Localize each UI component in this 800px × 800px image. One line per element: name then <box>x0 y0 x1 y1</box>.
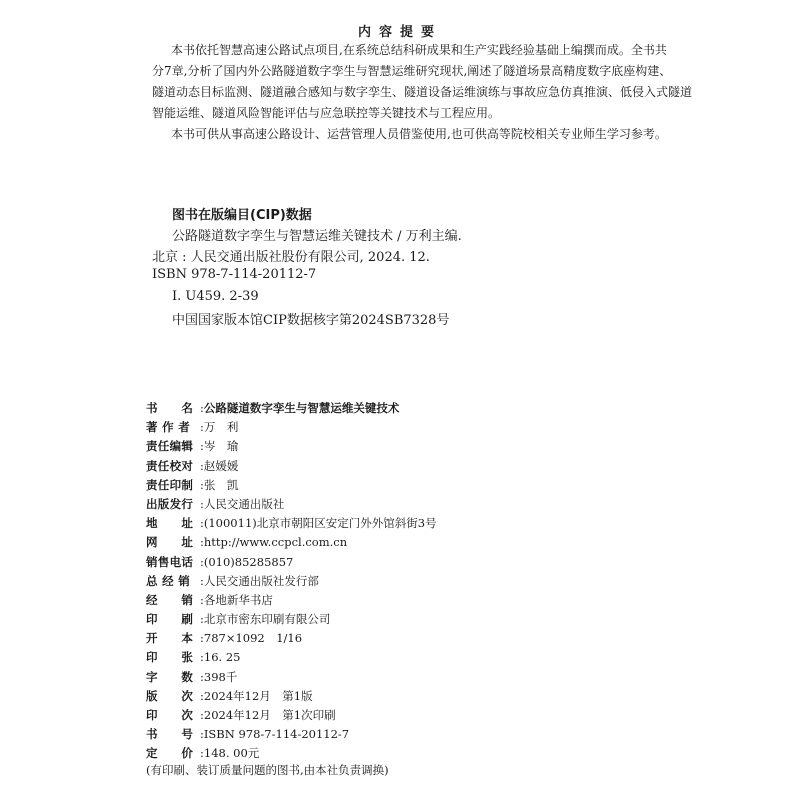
colophon-label: 字 数 <box>146 669 194 684</box>
colophon-colon: : <box>200 727 204 742</box>
colophon-value: (010)85285857 <box>203 554 294 569</box>
colophon-row <box>146 591 437 610</box>
summary-line: 分7章,分析了国内外公路隧道数字孪生与智慧运维研究现状,阐述了隧道场景高精度数字底座构建、 <box>152 64 672 78</box>
cip-line: 北京 : 人民交通出版社股份有限公司, 2024. 12. <box>152 250 430 265</box>
colophon-row <box>146 495 437 514</box>
colophon-row <box>146 533 437 552</box>
colophon-row <box>146 706 437 725</box>
colophon-row <box>146 514 437 533</box>
colophon-label: 著 作 者 <box>146 420 191 435</box>
colophon-value: 北京市密东印刷有限公司 <box>203 612 331 627</box>
colophon <box>146 399 437 764</box>
colophon-row <box>146 744 437 763</box>
colophon-row <box>146 457 437 476</box>
colophon-value: http://www.ccpcl.com.cn <box>203 535 348 550</box>
cip-title: 图书在版编目(CIP)数据 <box>172 208 312 223</box>
colophon-value: ISBN 978-7-114-20112-7 <box>203 727 350 742</box>
colophon-value: 2024年12月 第1次印刷 <box>203 708 336 722</box>
colophon-value: 万 利 <box>203 420 239 435</box>
colophon-colon: : <box>200 535 204 550</box>
colophon-label: 总 经 销 <box>146 573 191 588</box>
colophon-colon: : <box>200 688 204 703</box>
colophon-value: 人民交通出版社发行部 <box>203 573 319 588</box>
colophon-colon: : <box>200 516 204 531</box>
colophon-colon: : <box>200 420 204 435</box>
colophon-value: 人民交通出版社 <box>203 496 285 511</box>
colophon-colon: : <box>200 708 204 722</box>
colophon-label: 书 号 <box>146 727 194 742</box>
colophon-value: 张 凯 <box>203 477 239 492</box>
colophon-colon: : <box>200 612 204 627</box>
colophon-colon: : <box>200 746 204 761</box>
summary-line: 本书依托智慧高速公路试点项目,在系统总结科研成果和生产实践经验基础上编撰而成。全书共 <box>171 43 667 57</box>
colophon-value: 16. 25 <box>203 650 241 665</box>
colophon-row <box>146 572 437 591</box>
cip-line: Ⅰ. U459. 2-39 <box>172 289 259 304</box>
colophon-label: 责任印制 <box>146 477 194 492</box>
colophon-label: 经 销 <box>146 592 194 607</box>
colophon-colon: : <box>200 650 204 665</box>
colophon-value: 岑 瑜 <box>203 439 239 454</box>
colophon-row <box>146 399 437 418</box>
colophon-colon: : <box>200 477 204 492</box>
summary-line: 隧道动态目标监测、隧道融合感知与数字孪生、隧道设备运维演练与事故应急仿真推演、低侵入式隧道 <box>152 85 693 99</box>
colophon-label: 责任编辑 <box>146 439 194 454</box>
colophon-colon: : <box>200 592 204 607</box>
cip-line: 公路隧道数字孪生与智慧运维关键技术 / 万利主编. <box>172 229 462 244</box>
cip-line: 中国国家版本馆CIP数据核字第2024SB7328号 <box>172 313 450 328</box>
colophon-label: 印 张 <box>146 650 194 665</box>
colophon-label: 出版发行 <box>146 496 194 511</box>
colophon-label: 责任校对 <box>146 458 194 473</box>
colophon-value: 各地新华书店 <box>203 592 273 607</box>
summary-title: 内容提要 <box>357 25 442 40</box>
colophon-row <box>146 610 437 629</box>
colophon-colon: : <box>200 669 204 684</box>
colophon-colon: : <box>200 401 204 415</box>
colophon-label: 书 名 <box>146 401 194 415</box>
colophon-row <box>146 725 437 744</box>
summary-line: 智能运维、隧道风险智能评估与应急联控等关键技术与工程应用。 <box>152 106 501 120</box>
colophon-row <box>146 648 437 667</box>
colophon-value: 公路隧道数字孪生与智慧运维关键技术 <box>203 401 400 415</box>
colophon-colon: : <box>200 573 204 588</box>
colophon-row <box>146 687 437 706</box>
colophon-value: 赵媛媛 <box>203 458 239 473</box>
colophon-value: 787×1092 1/16 <box>203 631 303 646</box>
colophon-row <box>146 418 437 437</box>
summary-line: 本书可供从事高速公路设计、运营管理人员借鉴使用,也可供高等院校相关专业师生学习参考。 <box>171 127 667 141</box>
cip-line: ISBN 978-7-114-20112-7 <box>152 267 317 282</box>
colophon-label: 印 次 <box>146 708 194 722</box>
colophon-label: 定 价 <box>146 746 194 761</box>
colophon-row <box>146 629 437 648</box>
colophon-row <box>146 476 437 495</box>
colophon-label: 开 本 <box>146 631 194 646</box>
quality-note: (有印刷、装订质量问题的图书,由本社负责调换) <box>146 763 389 777</box>
colophon-value: 398千 <box>203 669 238 684</box>
colophon-label: 网 址 <box>146 535 194 550</box>
colophon-value: 148. 00元 <box>203 746 260 761</box>
colophon-label: 销售电话 <box>146 554 194 569</box>
colophon-colon: : <box>200 554 204 569</box>
colophon-label: 地 址 <box>146 516 194 531</box>
colophon-colon: : <box>200 458 204 473</box>
colophon-label: 版 次 <box>146 688 194 703</box>
colophon-row <box>146 437 437 456</box>
colophon-row <box>146 668 437 687</box>
colophon-colon: : <box>200 631 204 646</box>
colophon-label: 印 刷 <box>146 612 194 627</box>
colophon-colon: : <box>200 496 204 511</box>
colophon-row <box>146 553 437 572</box>
colophon-value: 2024年12月 第1版 <box>203 688 313 703</box>
colophon-colon: : <box>200 439 204 454</box>
colophon-value: (100011)北京市朝阳区安定门外外馆斜街3号 <box>203 516 437 531</box>
